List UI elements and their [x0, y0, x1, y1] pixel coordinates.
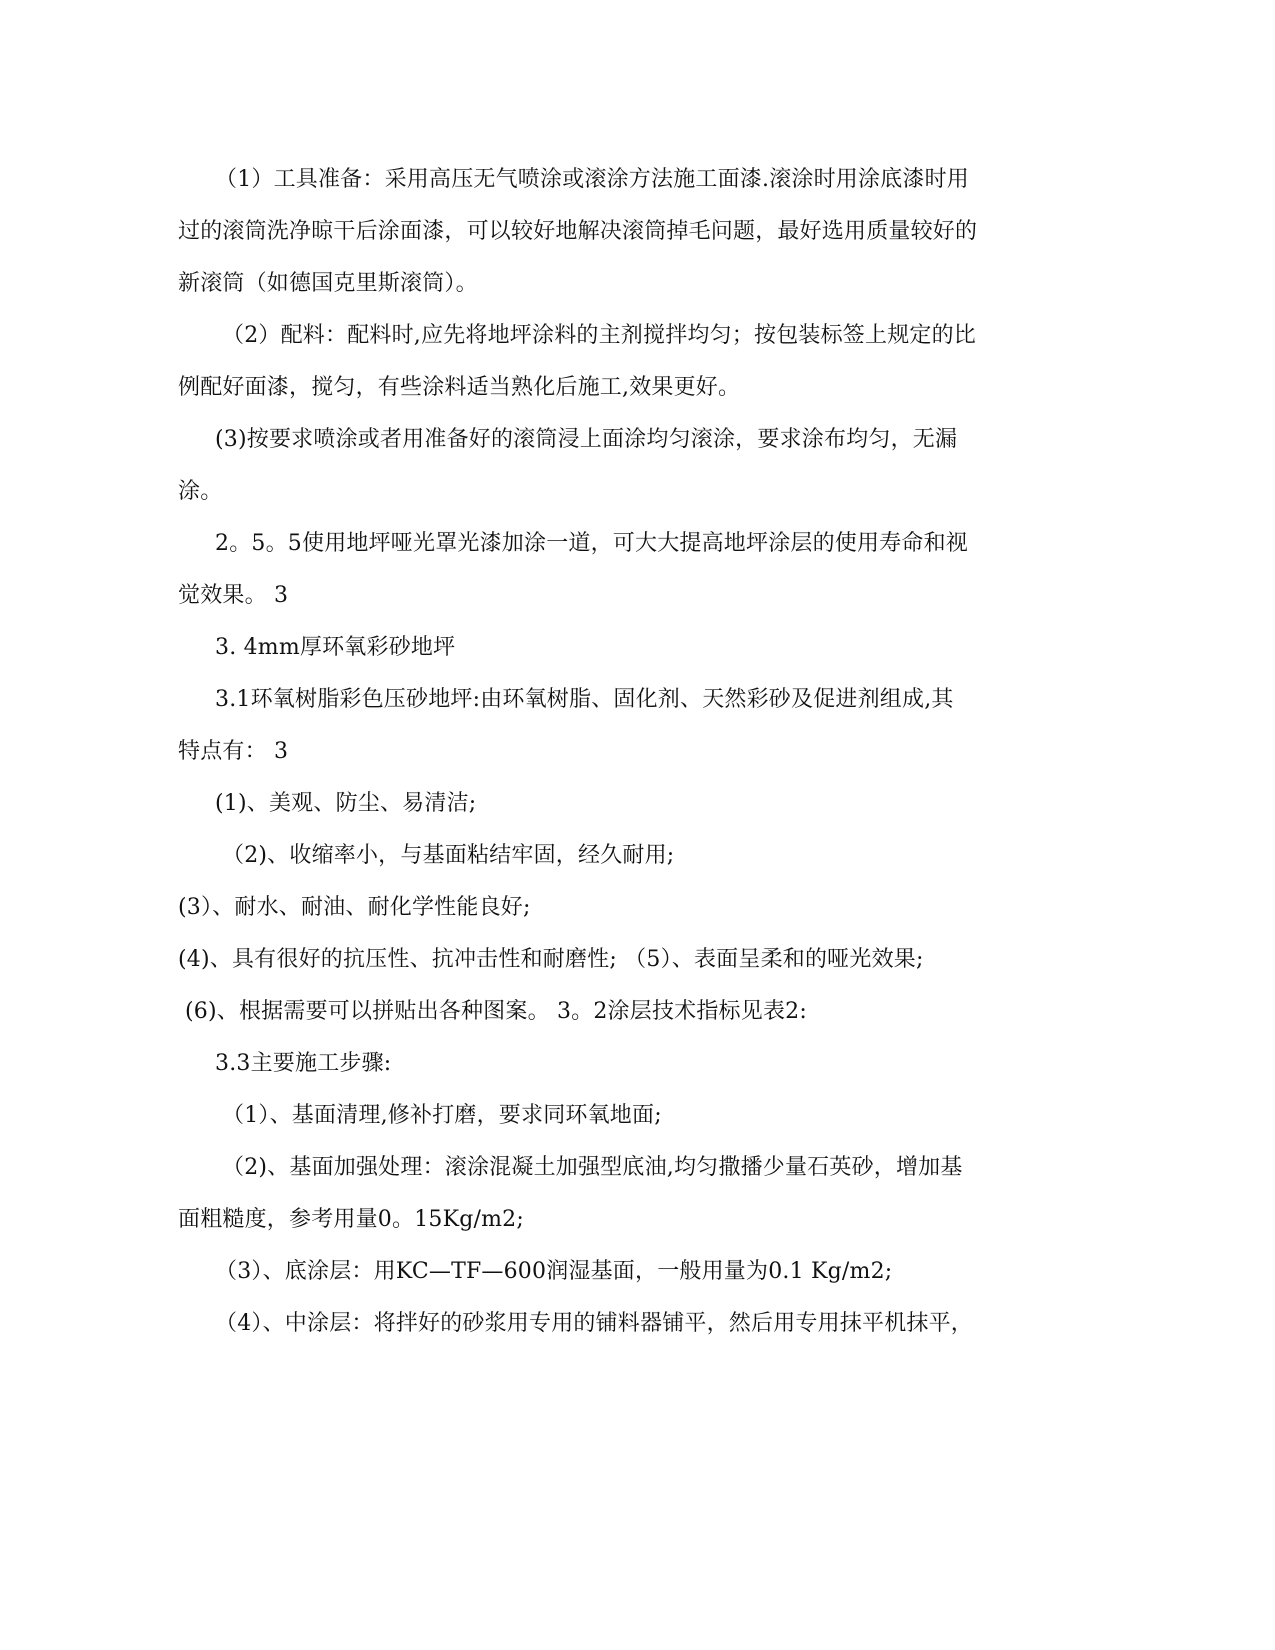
text-line-13: (1)、美观、防尘、易清洁;: [215, 791, 477, 816]
text-line-21: 面粗糙度，参考用量0。15Kg/m2;: [178, 1207, 524, 1232]
text-line-4: （2）配料：配料时,应先将地坪涂料的主剂搅拌均匀；按包装标签上规定的比: [222, 323, 976, 348]
text-line-2: 过的滚筒洗净晾干后涂面漆，可以较好地解决滚筒掉毛问题，最好选用质量较好的: [178, 219, 978, 244]
text-line-11: 3.1环氧树脂彩色压砂地坪:由环氧树脂、固化剂、天然彩砂及促进剂组成,其: [215, 687, 954, 712]
text-line-19: （1）、基面清理,修补打磨，要求同环氧地面;: [222, 1103, 662, 1128]
text-line-17: (6)、根据需要可以拼贴出各种图案。 3。2涂层技术指标见表2:: [185, 999, 807, 1024]
text-line-7: 涂。: [178, 479, 223, 504]
text-line-15: (3）、耐水、耐油、耐化学性能良好;: [178, 895, 531, 920]
text-line-3: 新滚筒（如德国克里斯滚筒）。: [178, 271, 478, 296]
text-line-18: 3.3主要施工步骤:: [215, 1051, 392, 1076]
text-line-8: 2。5。5使用地坪哑光罩光漆加涂一道，可大大提高地坪涂层的使用寿命和视: [215, 531, 968, 556]
text-line-1: （1）工具准备：采用高压无气喷涂或滚涂方法施工面漆.滚涂时用涂底漆时用: [215, 167, 969, 192]
text-line-23: （4）、中涂层：将拌好的砂浆用专用的铺料器铺平，然后用专用抹平机抹平，: [215, 1311, 973, 1336]
text-line-22: （3）、底涂层：用KC—TF—600润湿基面，一般用量为0.1 Kg/m2;: [215, 1259, 893, 1284]
text-line-20: （2)、基面加强处理：滚涂混凝土加强型底油,均匀撒播少量石英砂，增加基: [222, 1155, 963, 1180]
text-line-10: 3. 4mm厚环氧彩砂地坪: [215, 635, 456, 660]
text-line-9: 觉效果。 3: [178, 583, 289, 608]
text-line-14: （2)、收缩率小，与基面粘结牢固，经久耐用;: [222, 843, 675, 868]
text-line-5: 例配好面漆，搅匀，有些涂料适当熟化后施工,效果更好。: [178, 375, 741, 400]
text-line-12: 特点有： 3: [178, 739, 289, 764]
text-line-6: (3)按要求喷涂或者用准备好的滚筒浸上面涂均匀滚涂，要求涂布均匀，无漏: [215, 427, 958, 452]
text-line-16: (4)、具有很好的抗压性、抗冲击性和耐磨性; （5）、表面呈柔和的哑光效果;: [178, 947, 924, 972]
